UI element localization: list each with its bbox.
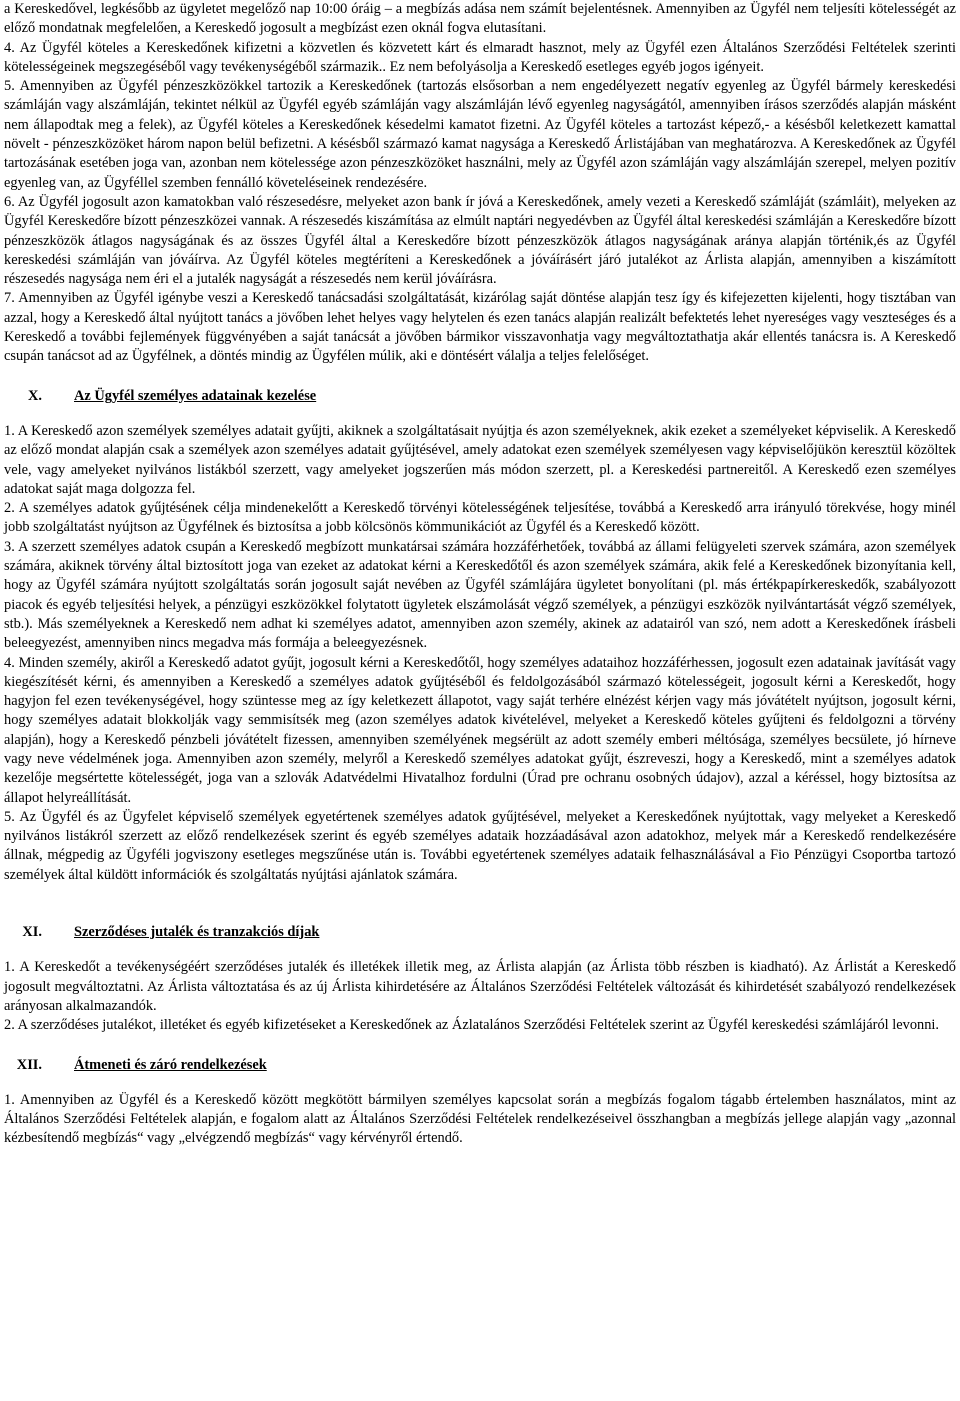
paragraph-11-2: 2. A szerződéses jutalékot, illetéket és egyéb kifizetéseket a Kereskedőnek az Ázlatalános Szerződési Feltételek szerint az Ügyfél kereskedési számlájáról levonni. (4, 1017, 940, 1034)
paragraph-11-1: 1. A Kereskedőt a tevékenységéért szerződéses jutalék és illetékek illetik meg, az Árlista alapján (az Árlista több részben is kiadható). Az Árlistát a Kereskedő jogosult megváltoztatni. Az Árlista változtatása és az új Árlista kihirdetésére az Általános Szerződési Feltételek változását és kihirdetését szabályozó rendelkezések arányosan alkalmazandók. (4, 959, 956, 1014)
section-heading-x (4, 387, 956, 406)
paragraph-10-3: 3. A szerzett személyes adatok csupán a Kereskedő megbízott munkatársai számára hozzáférhetőek, továbbá az állami felügyeleti szervek számára, azon személyek számára, akiknek törvény által biztosított joga van ezeket az adatokat kérni a Kereskedőtől és azon személyek számára, akik felé a Kereskedőnek bizonyítania kell, hogy az Ügyfél számára nyújtott szolgáltatás során jogosult saját nevében az Ügyfél számlájára ügyletet bonyolítani (pl. más értékpapírkereskedők, szabályozott piacok és egyéb teljesítési helyek, a pénzügyi eszközökkel folytatott ügyletek elszámolását végző személyek, a pénzügyi eszközök nyilvántartását végző személyek, stb.). Más személyeknek a Kereskedő nem adhat ki személyes adatot, amennyiben azon személy, akinek az adatairól van szó, nem adott a Kereskedőnek írásbeli beleegyezést, amennyiben nincs megadva más formája a beleegyezésnek. (4, 538, 956, 652)
section-number: XI. (22, 924, 42, 941)
section-heading-xii (4, 1056, 956, 1075)
paragraph-continuation: a Kereskedővel, legkésőbb az ügyletet megelőző nap 10:00 óráig – a megbízás adása nem számít bejelentésnek. Amennyiben az Ügyfél nem teljesíti kötelességét az előző mondatnak megfelelően, a Kereskedő jogosult a megbízást ezen oknál fogva elutasítani. (4, 1, 956, 37)
section-heading-xi (4, 923, 956, 942)
section-title: Szerződéses jutalék és tranzakciós díjak (74, 924, 320, 941)
paragraph-10-5: 5. Az Ügyfél és az Ügyfelet képviselő személyek egyetértenek személyes adatok gyűjtésével, melyeket a Kereskedőnek nyújtottak, vagy melyeket a Kereskedő nyilvános listákról szerzett az előző rendelkezések szerint és egyéb személyes adataik hozzáadásával azon adatokhoz, melyek már a Kereskedő rendelkezésére állnak, mégpedig az Ügyféli jogviszony esetleges megszűnése után is. További egyetértenek személyes adataik felhasználásával a Fio Pénzügyi Csoportba tartozó személyek által küldött információk és szolgáltatás nyújtási ajánlatok számára. (4, 808, 956, 883)
paragraph-9-7: 7. Amennyiben az Ügyfél igénybe veszi a Kereskedő tanácsadási szolgáltatását, kizárólag saját döntése alapján tesz így és kifejezetten kijelenti, hogy tisztában van azzal, hogy a Kereskedő által nyújtott tanács a jövőben lehet helyes vagy helytelen és ezen tanács alapján realizált befektetés lehet nyereséges vagy veszteséges és a Kereskedő a további fejlemények függvényében a saját tanácsát a jövőben bármikor visszavonhatja vagy megváltoztathatja akár ellentés tanácsra is. A Kereskedő csupán tanácsot ad az Ügyfélnek, a döntés mindig az Ügyfélen múlik, aki e döntésért válalja a teljes felelőséget. (4, 290, 956, 365)
paragraph-12-1: 1. Amennyiben az Ügyfél és a Kereskedő között megkötött bármilyen személyes kapcsolat során a megbízás fogalom tágabb értelemben használatos, mint az Általános Szerződési Feltételek alapján, e fogalom alatt az Általános Szerződési Feltételek rendelkezéseivel összhangban a megbízás jellege alapján vagy „azonnal kézbesítendő megbízás“ vagy „elvégzendő megbízás“ vagy kérvényről értendő. (4, 1091, 956, 1147)
section-title: Átmeneti és záró rendelkezések (74, 1056, 267, 1073)
paragraph-10-2: 2. A személyes adatok gyűjtésének célja mindenekelőtt a Kereskedő törvényi kötelességének teljesítése, továbbá a Kereskedő arra irányuló törekvése, hogy minél jobb szolgáltatást nyújtson az Ügyfélnek és biztosítsa a jobb kölcsönös kömmunikációt az Ügyfél és a Kereskedő között. (4, 500, 956, 536)
section-number: X. (28, 387, 42, 404)
paragraph-10-4: 4. Minden személy, akiről a Kereskedő adatot gyűjt, jogosult kérni a Kereskedőtől, hogy személyes adataihoz hozzáférhessen, jogosult ezen adatainak javítását vagy kiegészítését kérni, és amennyiben a Kereskedő a személyes adatok gyűjtéséből és feldolgozásából származó kötelességeit, jogosult kérni a Kereskedőt, hogy hagyjon fel ezen tevékenységével, hogy szüntesse meg az így keletkezett állapotot, vagy saját terhére elnézést kérjen vagy más jóvátételt nyújtson, jogosult kérni, hogy személyes adatait blokkolják vagy semmisítsék meg (azon személyes adatok kivételével, melyeket a Kereskedő köteles gyűjteni és feldolgozni a törvény alapján), hogy a Kereskedő pénzbeli jóvátételt fizessen, amennyiben személyének megsérült az adott személy emberi méltósága, személyes becsülete, jó hírneve vagy neve védelmének joga. Amennyiben azon személy, melyről a Kereskedő személyes adatokat gyűjt, észreveszi, hogy a Kereskedő, mint a személyes adatok kezelője megsértette kötelességét, joga van a szlovák Adatvédelmi Hivatalhoz fordulni (Úrad pre ochranu osobných údajov), azzal a kéréssel, hogy biztosítsa az állapot helyreállítását. (4, 654, 956, 806)
paragraph-9-6: 6. Az Ügyfél jogosult azon kamatokban való részesedésre, melyeket azon bank ír jóvá a Kereskedőnek, amely vezeti a Kereskedő számláját (számláit), melyeken az Ügyfél Kereskedőre bízott pénzeszközei vannak. A részesedés kiszámítása az elmúlt naptári negyedévben az Ügyfél által kereskedési számláján a Kereskedőre bízott pénzeszközök átlagos nagyságának és az összes Ügyfél által a Kereskedőre bízott pénzeszközök átlagos nagyságának aránya alapján történik,és az Ügyfél kereskedési számláján van jóváírva. Az Ügyfél köteles megtéríteni a Kereskedőnek a jóváírásért járó jutalékot az Árlista alapján, amennyiben a kiszámított részesedés nagysága nem éri el a jutalék nagyságát a részesedés nem kerül jóváírásra. (4, 193, 956, 288)
section-title: Az Ügyfél személyes adatainak kezelése (74, 387, 317, 404)
paragraph-9-4: 4. Az Ügyfél köteles a Kereskedőnek kifizetni a közvetlen és közvetett kárt és elmaradt hasznot, mely az Ügyfél ezen Általános Szerződési Feltételek szerinti kötelességeinek megszegéséből vagy tevékenységéből származik.. Ez nem befolyásolja a Kereskedő esetleges egyéb jogos igényeit. (4, 39, 956, 75)
paragraph-9-5: 5. Amennyiben az Ügyfél pénzeszközökkel tartozik a Kereskedőnek (tartozás elsősorban a nem engedélyezett negatív egyenleg az Ügyfél bármely kereskedési számláján vagy alszámláján, tekintet nélkül az Ügyfél egyéb számláján vagy alszámláján lévő egyenleg nagyságától, amennyiben írásos szerződés alapján másként nem állapodtak meg a felek), az Ügyfél köteles a Kereskedőnek késedelmi kamatot fizetni. Az Ügyfél köteles a tartozást képező,- a késésből keletkezett kamattal növelt - pénzeszközöket három napon belül befizetni. A késésből származó kamat nagysága a Kereskedő Árlistájában van meghatározva. A Kereskedőnek az Ügyfél tartozásának esetében joga van, azonban nem kötelessége azon pénzeszközöket használni, mely az Ügyfél azon számláján vagy alszámláján szerepel, melyen pozitív egyenleg van, az Ügyféllel szemben fennálló követeléseinek rendezésére. (4, 78, 956, 191)
section-number: XII. (16, 1056, 42, 1073)
paragraph-10-1: 1. A Kereskedő azon személyek személyes adatait gyűjti, akiknek a szolgáltatásait nyújtja és azon személyeknek, akik ezeket a személyeket képviselik. A Kereskedő az előző mondat alapján csak a személyek azon személyes adatait gyűjtésével, amely adatokat ezen személyek személyesen vagy képviselőjükön keresztül közöltek vele, vagy amelyeket nyilvános listákból szerzett, vagy amelyeket jogszerűen más módon szerzett, pl. a Kereskedési partnereitől. A Kereskedő ezen személyes adatokat saját maga dolgozza fel. (4, 422, 956, 497)
